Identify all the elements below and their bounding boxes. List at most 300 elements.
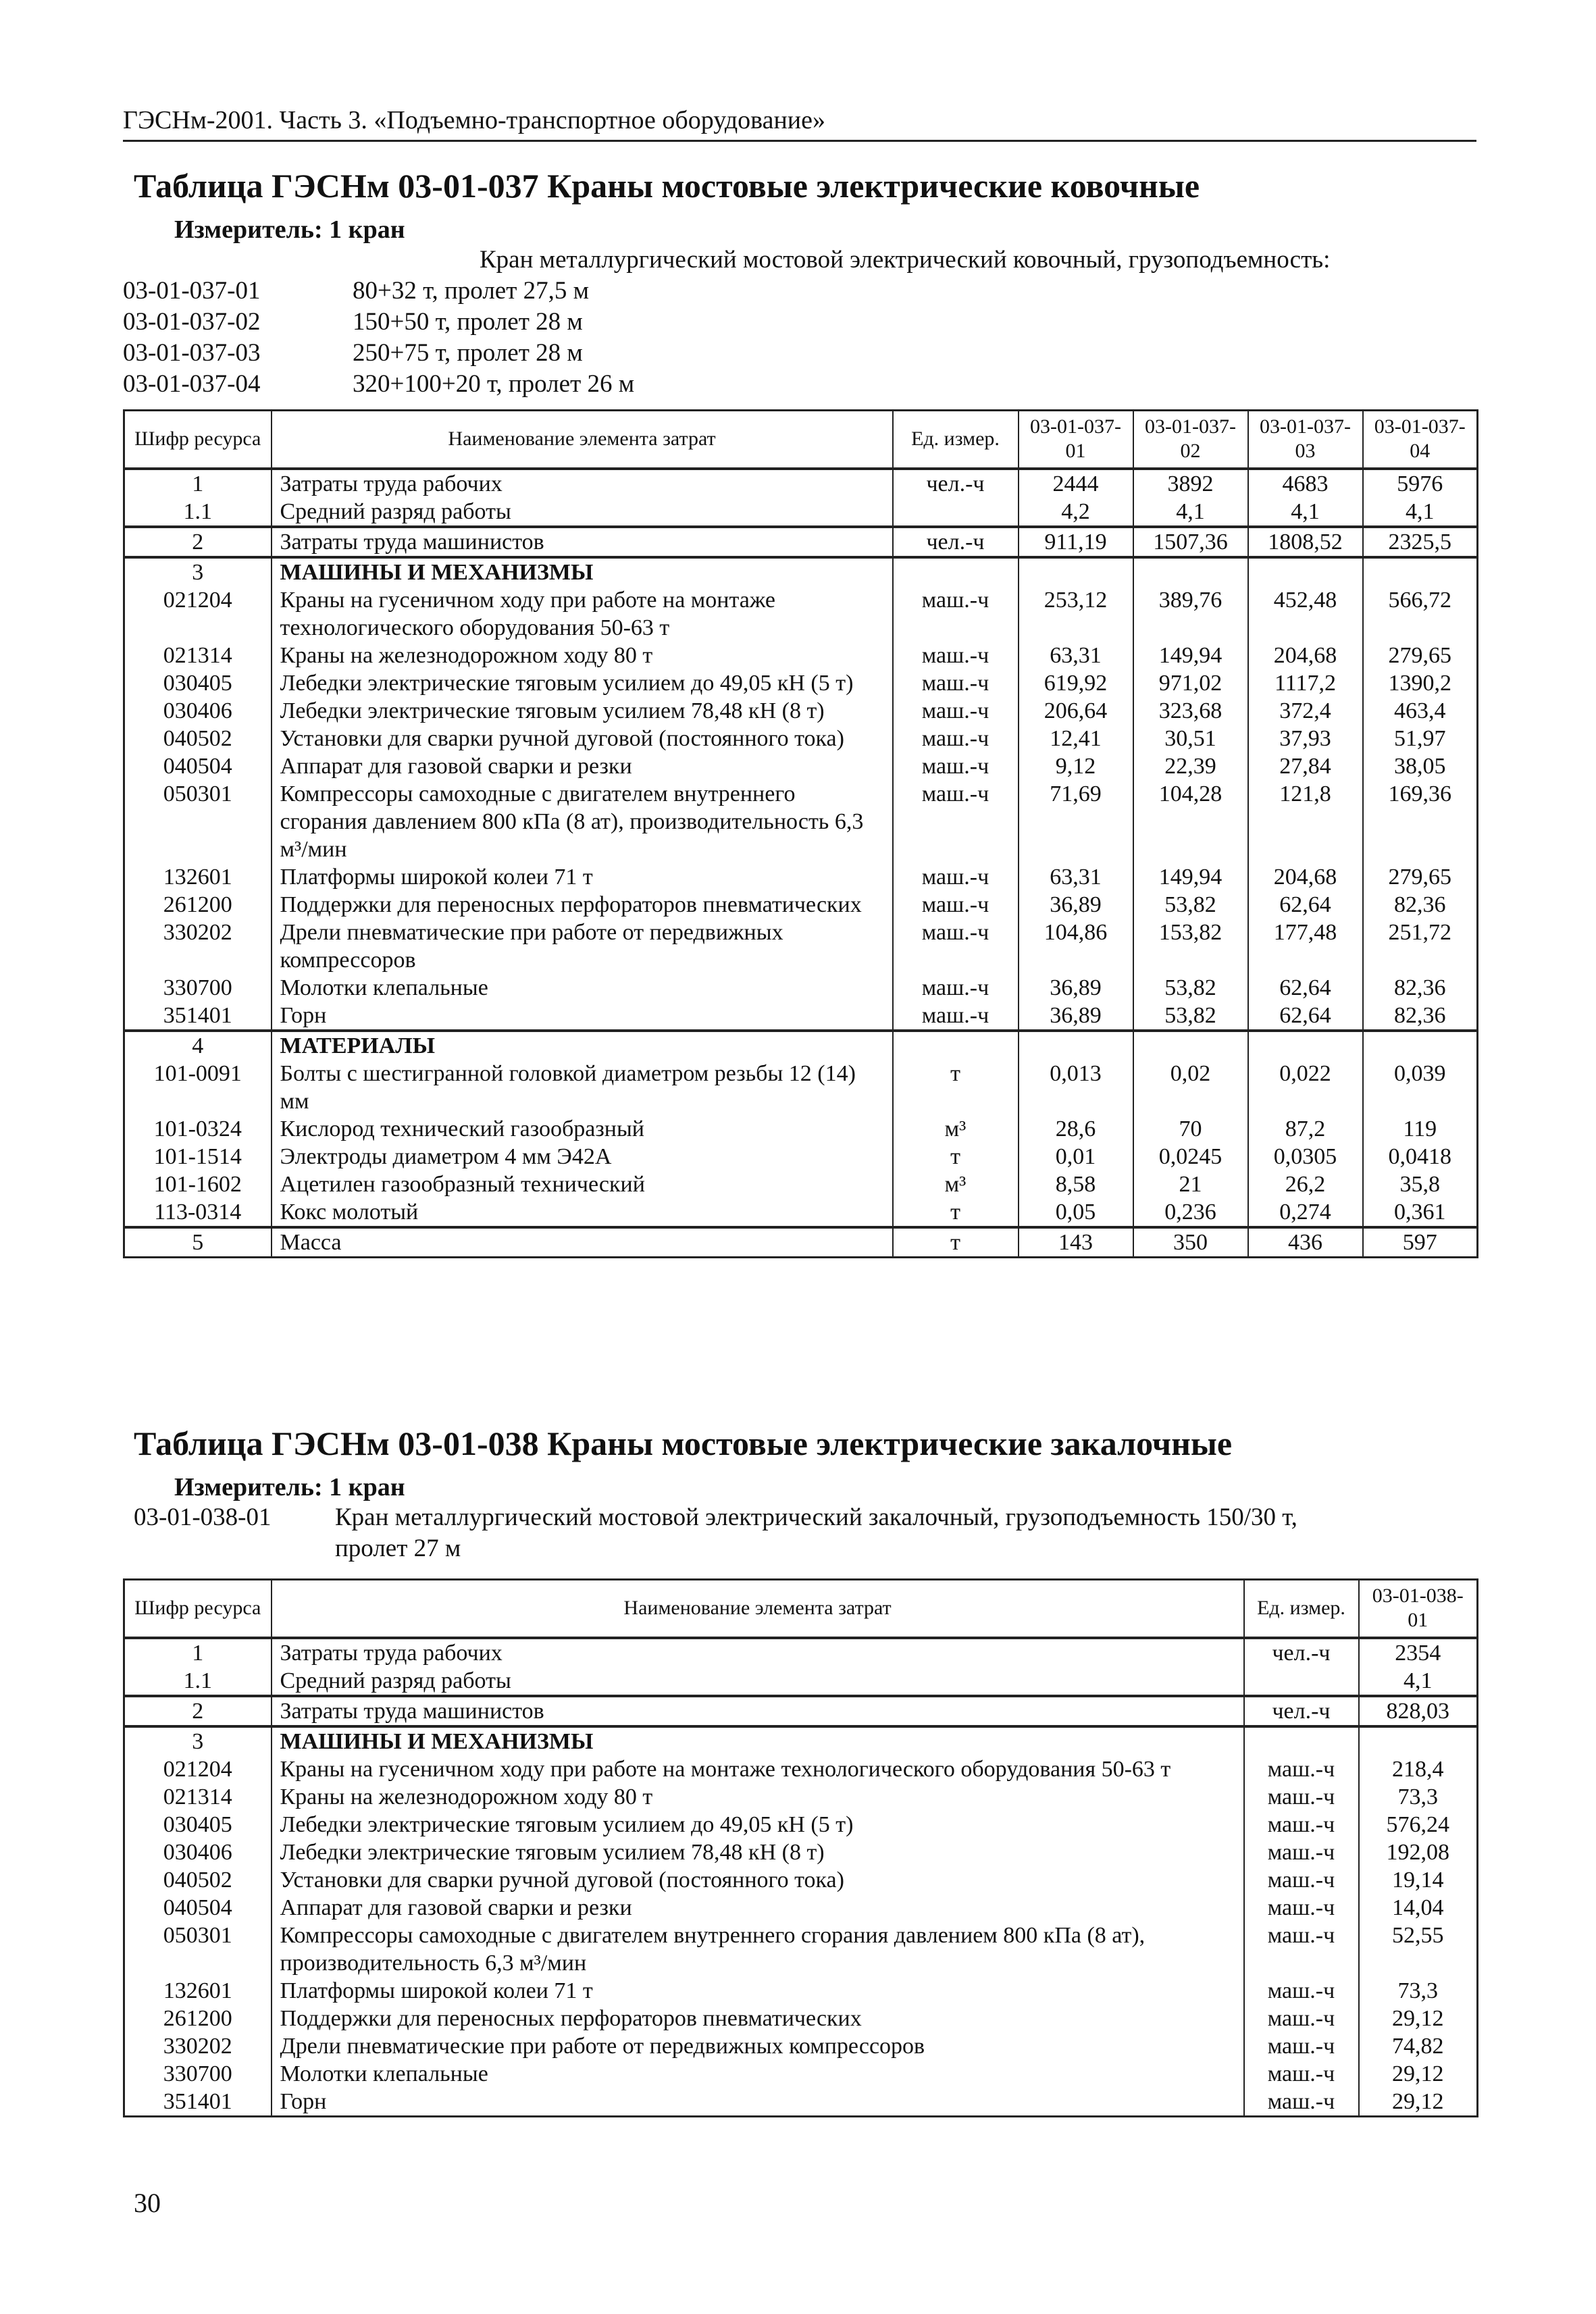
unit: т <box>893 1198 1019 1227</box>
resource-code: 050301 <box>124 780 272 863</box>
resource-code: 030406 <box>124 1839 272 1866</box>
value-cell: 8,58 <box>1019 1171 1133 1198</box>
cost-element-name: Поддержки для переносных перфораторов пневматических <box>272 891 893 919</box>
table1-variant <box>123 307 1474 338</box>
value-cell: 0,05 <box>1019 1198 1133 1227</box>
value-cell <box>1359 1726 1478 1755</box>
value-cell: 22,39 <box>1133 752 1248 780</box>
resource-code: 030406 <box>124 697 272 725</box>
unit: маш.-ч <box>893 919 1019 974</box>
value-cell: 4,1 <box>1363 498 1478 527</box>
table-row <box>124 1811 1478 1839</box>
value-cell: 4,1 <box>1359 1667 1478 1696</box>
value-cell: 0,0418 <box>1363 1143 1478 1171</box>
resource-code: 101-1602 <box>124 1171 272 1198</box>
resource-code: 021204 <box>124 1755 272 1783</box>
table1-variant <box>123 338 1474 369</box>
table2-variant-text-1: Кран металлургический мостовой электрический закалочный, грузоподъемность 150/30 т, <box>335 1503 1297 1531</box>
resource-code: 021314 <box>124 642 272 669</box>
table2-variant <box>134 1502 1478 1564</box>
value-cell: 82,36 <box>1363 974 1478 1002</box>
value-cell <box>1248 557 1363 586</box>
value-cell: 82,36 <box>1363 891 1478 919</box>
unit: маш.-ч <box>1244 2060 1359 2088</box>
resource-code: 330202 <box>124 2032 272 2060</box>
unit <box>1244 1667 1359 1696</box>
table-row <box>124 863 1478 891</box>
cost-element-name: Краны на железнодорожном ходу 80 т <box>272 1783 1244 1811</box>
variant-text: 250+75 т, пролет 28 м <box>353 339 583 367</box>
table-row <box>124 725 1478 752</box>
resource-code: 5 <box>124 1227 272 1258</box>
value-cell: 350 <box>1133 1227 1248 1258</box>
table-row <box>124 1002 1478 1031</box>
value-cell: 53,82 <box>1133 1002 1248 1031</box>
cost-element-name: Аппарат для газовой сварки и резки <box>272 1894 1244 1922</box>
value-cell: 14,04 <box>1359 1894 1478 1922</box>
table-row <box>124 1171 1478 1198</box>
table1-variant <box>123 369 1474 400</box>
table-row <box>124 586 1478 642</box>
value-cell <box>1133 1031 1248 1060</box>
value-cell: 192,08 <box>1359 1839 1478 1866</box>
unit: маш.-ч <box>893 752 1019 780</box>
value-cell: 36,89 <box>1019 974 1133 1002</box>
unit <box>893 1031 1019 1060</box>
table1-head-col-2: 03-01-037-02 <box>1133 411 1248 469</box>
value-cell: 29,12 <box>1359 2088 1478 2117</box>
value-cell: 0,022 <box>1248 1060 1363 1115</box>
value-cell: 87,2 <box>1248 1115 1363 1143</box>
cost-element-name: Компрессоры самоходные с двигателем внутреннего сгорания давлением 800 кПа (8 ат), производительность 6,3 м³/мин <box>272 1922 1244 1977</box>
value-cell: 73,3 <box>1359 1783 1478 1811</box>
page-number: 30 <box>134 2188 161 2218</box>
table2-variant-text-2: пролет 27 м <box>335 1535 461 1562</box>
cost-element-name: Средний разряд работы <box>272 1667 1244 1696</box>
value-cell: 121,8 <box>1248 780 1363 863</box>
value-cell: 323,68 <box>1133 697 1248 725</box>
value-cell: 4,2 <box>1019 498 1133 527</box>
cost-element-name: Лебедки электрические тяговым усилием 78,48 кН (8 т) <box>272 697 893 725</box>
value-cell: 4,1 <box>1248 498 1363 527</box>
value-cell: 0,02 <box>1133 1060 1248 1115</box>
table-row <box>124 1115 1478 1143</box>
value-cell: 566,72 <box>1363 586 1478 642</box>
resource-code: 2 <box>124 1696 272 1726</box>
unit: маш.-ч <box>893 586 1019 642</box>
unit: т <box>893 1143 1019 1171</box>
value-cell: 169,36 <box>1363 780 1478 863</box>
table2-head-unit: Ед. измер. <box>1244 1580 1359 1638</box>
table1-head-col-4: 03-01-037-04 <box>1363 411 1478 469</box>
value-cell: 2354 <box>1359 1638 1478 1667</box>
value-cell: 2444 <box>1019 469 1133 498</box>
resource-code: 050301 <box>124 1922 272 1977</box>
unit: маш.-ч <box>1244 1866 1359 1894</box>
cost-element-name: Молотки клепальные <box>272 974 893 1002</box>
value-cell: 62,64 <box>1248 891 1363 919</box>
table-row <box>124 469 1478 498</box>
value-cell: 619,92 <box>1019 669 1133 697</box>
value-cell: 38,05 <box>1363 752 1478 780</box>
cost-element-name: МАШИНЫ И МЕХАНИЗМЫ <box>272 557 893 586</box>
value-cell: 74,82 <box>1359 2032 1478 2060</box>
unit <box>893 557 1019 586</box>
resource-code: 040504 <box>124 1894 272 1922</box>
value-cell: 0,236 <box>1133 1198 1248 1227</box>
unit: маш.-ч <box>893 891 1019 919</box>
value-cell: 149,94 <box>1133 642 1248 669</box>
unit <box>1244 1726 1359 1755</box>
resource-code: 4 <box>124 1031 272 1060</box>
cost-element-name: Затраты труда рабочих <box>272 469 893 498</box>
table-row <box>124 557 1478 586</box>
header-rule <box>123 140 1476 142</box>
cost-element-name: Краны на железнодорожном ходу 80 т <box>272 642 893 669</box>
table2-head-name: Наименование элемента затрат <box>272 1580 1244 1638</box>
value-cell: 143 <box>1019 1227 1133 1258</box>
resource-code: 351401 <box>124 2088 272 2117</box>
value-cell: 279,65 <box>1363 642 1478 669</box>
value-cell: 5976 <box>1363 469 1478 498</box>
resource-code: 261200 <box>124 891 272 919</box>
unit: м³ <box>893 1171 1019 1198</box>
cost-element-name: Молотки клепальные <box>272 2060 1244 2088</box>
value-cell: 0,013 <box>1019 1060 1133 1115</box>
value-cell: 0,0245 <box>1133 1143 1248 1171</box>
resource-code: 113-0314 <box>124 1198 272 1227</box>
value-cell: 279,65 <box>1363 863 1478 891</box>
table-row <box>124 1783 1478 1811</box>
unit: маш.-ч <box>1244 1783 1359 1811</box>
resource-code: 030405 <box>124 1811 272 1839</box>
variant-code: 03-01-037-04 <box>123 370 261 398</box>
value-cell <box>1019 557 1133 586</box>
cost-element-name: Установки для сварки ручной дуговой (постоянного тока) <box>272 1866 1244 1894</box>
unit: маш.-ч <box>1244 2005 1359 2032</box>
cost-element-name: Кислород технический газообразный <box>272 1115 893 1143</box>
value-cell: 119 <box>1363 1115 1478 1143</box>
unit: маш.-ч <box>1244 1755 1359 1783</box>
resource-code: 040502 <box>124 725 272 752</box>
value-cell: 204,68 <box>1248 863 1363 891</box>
resource-code: 040504 <box>124 752 272 780</box>
unit: чел.-ч <box>1244 1638 1359 1667</box>
table1-head-name: Наименование элемента затрат <box>272 411 893 469</box>
value-cell: 30,51 <box>1133 725 1248 752</box>
table-row <box>124 1922 1478 1977</box>
resource-code: 1 <box>124 1638 272 1667</box>
value-cell: 2325,5 <box>1363 527 1478 557</box>
value-cell: 71,69 <box>1019 780 1133 863</box>
cost-element-name: Лебедки электрические тяговым усилием до 49,05 кН (5 т) <box>272 1811 1244 1839</box>
value-cell: 53,82 <box>1133 974 1248 1002</box>
unit: маш.-ч <box>893 697 1019 725</box>
value-cell: 9,12 <box>1019 752 1133 780</box>
unit: маш.-ч <box>893 669 1019 697</box>
table-row <box>124 1696 1478 1726</box>
value-cell: 12,41 <box>1019 725 1133 752</box>
cost-element-name: Электроды диаметром 4 мм Э42А <box>272 1143 893 1171</box>
table1-title: Таблица ГЭСНм 03-01-037 Краны мостовые электрические ковочные <box>134 167 1200 205</box>
cost-element-name: Установки для сварки ручной дуговой (постоянного тока) <box>272 725 893 752</box>
unit: т <box>893 1227 1019 1258</box>
cost-element-name: Дрели пневматические при работе от передвижных компрессоров <box>272 2032 1244 2060</box>
value-cell: 1507,36 <box>1133 527 1248 557</box>
cost-element-name: Дрели пневматические при работе от передвижных компрессоров <box>272 919 893 974</box>
table1 <box>123 409 1476 1258</box>
table-row <box>124 891 1478 919</box>
cost-element-name: Аппарат для газовой сварки и резки <box>272 752 893 780</box>
unit: чел.-ч <box>893 527 1019 557</box>
cost-element-name: Горн <box>272 2088 1244 2117</box>
table-row <box>124 498 1478 527</box>
value-cell: 27,84 <box>1248 752 1363 780</box>
unit: маш.-ч <box>893 780 1019 863</box>
variant-text: 80+32 т, пролет 27,5 м <box>353 277 590 305</box>
value-cell: 1808,52 <box>1248 527 1363 557</box>
value-cell: 53,82 <box>1133 891 1248 919</box>
table2-variant-code: 03-01-038-01 <box>134 1503 272 1531</box>
value-cell <box>1248 1031 1363 1060</box>
value-cell <box>1363 557 1478 586</box>
table-row <box>124 1839 1478 1866</box>
table1-measure: Измеритель: 1 кран <box>174 215 405 244</box>
value-cell: 436 <box>1248 1227 1363 1258</box>
variant-text: 320+100+20 т, пролет 26 м <box>353 370 635 398</box>
value-cell: 51,97 <box>1363 725 1478 752</box>
table1-body <box>124 469 1478 1258</box>
variant-code: 03-01-037-03 <box>123 339 261 367</box>
table1-head-col-3: 03-01-037-03 <box>1248 411 1363 469</box>
table-row <box>124 2005 1478 2032</box>
table2-measure: Измеритель: 1 кран <box>174 1473 405 1501</box>
variant-code: 03-01-037-02 <box>123 308 261 336</box>
table-row <box>124 642 1478 669</box>
resource-code: 021314 <box>124 1783 272 1811</box>
resource-code: 101-0091 <box>124 1060 272 1115</box>
value-cell: 62,64 <box>1248 974 1363 1002</box>
unit: маш.-ч <box>1244 1922 1359 1977</box>
value-cell: 463,4 <box>1363 697 1478 725</box>
value-cell: 1117,2 <box>1248 669 1363 697</box>
unit: т <box>893 1060 1019 1115</box>
value-cell <box>1019 1031 1133 1060</box>
value-cell: 971,02 <box>1133 669 1248 697</box>
cost-element-name: Краны на гусеничном ходу при работе на монтаже технологического оборудования 50-63 т <box>272 1755 1244 1783</box>
resource-code: 330202 <box>124 919 272 974</box>
value-cell: 37,93 <box>1248 725 1363 752</box>
table2-head-col: 03-01-038-01 <box>1359 1580 1478 1638</box>
value-cell: 29,12 <box>1359 2005 1478 2032</box>
running-header: ГЭСНм-2001. Часть 3. «Подъемно-транспортное оборудование» <box>123 106 826 134</box>
value-cell: 0,039 <box>1363 1060 1478 1115</box>
cost-element-name: Горн <box>272 1002 893 1031</box>
unit: маш.-ч <box>1244 1894 1359 1922</box>
unit: маш.-ч <box>893 725 1019 752</box>
value-cell: 21 <box>1133 1171 1248 1198</box>
table1-variant <box>123 276 1474 307</box>
resource-code: 101-1514 <box>124 1143 272 1171</box>
value-cell: 0,274 <box>1248 1198 1363 1227</box>
table-row <box>124 1866 1478 1894</box>
value-cell: 4683 <box>1248 469 1363 498</box>
table-row <box>124 2088 1478 2117</box>
table-row <box>124 1060 1478 1115</box>
value-cell: 204,68 <box>1248 642 1363 669</box>
cost-element-name: Платформы широкой колеи 71 т <box>272 863 893 891</box>
value-cell: 372,4 <box>1248 697 1363 725</box>
table1-head-cipher: Шифр ресурса <box>124 411 272 469</box>
table1-intro: Кран металлургический мостовой электрический ковочный, грузоподъемность: <box>480 246 1331 274</box>
value-cell: 63,31 <box>1019 863 1133 891</box>
value-cell: 218,4 <box>1359 1755 1478 1783</box>
value-cell: 19,14 <box>1359 1866 1478 1894</box>
cost-element-name: Масса <box>272 1227 893 1258</box>
cost-element-name: Затраты труда машинистов <box>272 1696 1244 1726</box>
table-row <box>124 2060 1478 2088</box>
resource-code: 261200 <box>124 2005 272 2032</box>
unit: маш.-ч <box>893 642 1019 669</box>
cost-element-name: Лебедки электрические тяговым усилием 78,48 кН (8 т) <box>272 1839 1244 1866</box>
variant-text: 150+50 т, пролет 28 м <box>353 308 583 336</box>
variant-code: 03-01-037-01 <box>123 277 261 305</box>
resource-code: 3 <box>124 1726 272 1755</box>
cost-element-name: Ацетилен газообразный технический <box>272 1171 893 1198</box>
value-cell: 153,82 <box>1133 919 1248 974</box>
value-cell: 828,03 <box>1359 1696 1478 1726</box>
table-row <box>124 697 1478 725</box>
table2-body <box>124 1638 1478 2117</box>
value-cell: 0,0305 <box>1248 1143 1363 1171</box>
unit: маш.-ч <box>1244 1977 1359 2005</box>
cost-element-name: Платформы широкой колеи 71 т <box>272 1977 1244 2005</box>
value-cell: 104,86 <box>1019 919 1133 974</box>
table-row <box>124 1726 1478 1755</box>
table2-title: Таблица ГЭСНм 03-01-038 Краны мостовые электрические закалочные <box>134 1424 1233 1462</box>
table-row <box>124 2032 1478 2060</box>
value-cell: 389,76 <box>1133 586 1248 642</box>
value-cell: 29,12 <box>1359 2060 1478 2088</box>
value-cell: 4,1 <box>1133 498 1248 527</box>
table1-grid <box>123 409 1478 1258</box>
resource-code: 021204 <box>124 586 272 642</box>
resource-code: 330700 <box>124 2060 272 2088</box>
table-row <box>124 1755 1478 1783</box>
value-cell: 28,6 <box>1019 1115 1133 1143</box>
resource-code: 3 <box>124 557 272 586</box>
table-row <box>124 1031 1478 1060</box>
value-cell: 177,48 <box>1248 919 1363 974</box>
table-row <box>124 1227 1478 1258</box>
table2-grid <box>123 1578 1478 2117</box>
value-cell: 911,19 <box>1019 527 1133 557</box>
table1-head-unit: Ед. измер. <box>893 411 1019 469</box>
table-row <box>124 752 1478 780</box>
unit: чел.-ч <box>893 469 1019 498</box>
value-cell: 62,64 <box>1248 1002 1363 1031</box>
value-cell: 576,24 <box>1359 1811 1478 1839</box>
unit: чел.-ч <box>1244 1696 1359 1726</box>
unit: маш.-ч <box>1244 1839 1359 1866</box>
table2 <box>123 1578 1476 2117</box>
cost-element-name: Лебедки электрические тяговым усилием до 49,05 кН (5 т) <box>272 669 893 697</box>
resource-code: 132601 <box>124 1977 272 2005</box>
table1-intro-line <box>123 245 1474 276</box>
resource-code: 330700 <box>124 974 272 1002</box>
cost-element-name: Кокс молотый <box>272 1198 893 1227</box>
unit: маш.-ч <box>893 974 1019 1002</box>
resource-code: 1.1 <box>124 1667 272 1696</box>
table-row <box>124 1638 1478 1667</box>
value-cell: 36,89 <box>1019 1002 1133 1031</box>
value-cell <box>1363 1031 1478 1060</box>
value-cell: 452,48 <box>1248 586 1363 642</box>
table-row <box>124 1894 1478 1922</box>
table1-head-col-1: 03-01-037-01 <box>1019 411 1133 469</box>
table-row <box>124 669 1478 697</box>
value-cell: 251,72 <box>1363 919 1478 974</box>
resource-code: 132601 <box>124 863 272 891</box>
resource-code: 030405 <box>124 669 272 697</box>
table-row <box>124 919 1478 974</box>
value-cell: 52,55 <box>1359 1922 1478 1977</box>
table-row <box>124 1667 1478 1696</box>
resource-code: 2 <box>124 527 272 557</box>
cost-element-name: Поддержки для переносных перфораторов пневматических <box>272 2005 1244 2032</box>
resource-code: 1.1 <box>124 498 272 527</box>
table-row <box>124 1143 1478 1171</box>
cost-element-name: Средний разряд работы <box>272 498 893 527</box>
unit: маш.-ч <box>1244 1811 1359 1839</box>
table-row <box>124 974 1478 1002</box>
unit: маш.-ч <box>1244 2032 1359 2060</box>
value-cell: 63,31 <box>1019 642 1133 669</box>
unit: м³ <box>893 1115 1019 1143</box>
resource-code: 351401 <box>124 1002 272 1031</box>
value-cell: 0,01 <box>1019 1143 1133 1171</box>
unit: маш.-ч <box>1244 2088 1359 2117</box>
value-cell: 73,3 <box>1359 1977 1478 2005</box>
cost-element-name: МАШИНЫ И МЕХАНИЗМЫ <box>272 1726 1244 1755</box>
resource-code: 040502 <box>124 1866 272 1894</box>
table-row <box>124 780 1478 863</box>
value-cell: 253,12 <box>1019 586 1133 642</box>
value-cell: 104,28 <box>1133 780 1248 863</box>
value-cell: 82,36 <box>1363 1002 1478 1031</box>
cost-element-name: Затраты труда рабочих <box>272 1638 1244 1667</box>
unit <box>893 498 1019 527</box>
value-cell: 35,8 <box>1363 1171 1478 1198</box>
table-row <box>124 1198 1478 1227</box>
value-cell: 3892 <box>1133 469 1248 498</box>
value-cell: 149,94 <box>1133 863 1248 891</box>
resource-code: 101-0324 <box>124 1115 272 1143</box>
value-cell: 597 <box>1363 1227 1478 1258</box>
cost-element-name: Болты с шестигранной головкой диаметром резьбы 12 (14) мм <box>272 1060 893 1115</box>
value-cell <box>1133 557 1248 586</box>
table-row <box>124 1977 1478 2005</box>
resource-code: 1 <box>124 469 272 498</box>
cost-element-name: Затраты труда машинистов <box>272 527 893 557</box>
cost-element-name: МАТЕРИАЛЫ <box>272 1031 893 1060</box>
value-cell: 70 <box>1133 1115 1248 1143</box>
value-cell: 36,89 <box>1019 891 1133 919</box>
unit: маш.-ч <box>893 863 1019 891</box>
cost-element-name: Компрессоры самоходные с двигателем внутреннего сгорания давлением 800 кПа (8 ат), производительность 6,3 м³/мин <box>272 780 893 863</box>
cost-element-name: Краны на гусеничном ходу при работе на монтаже технологического оборудования 50-63 т <box>272 586 893 642</box>
value-cell: 0,361 <box>1363 1198 1478 1227</box>
